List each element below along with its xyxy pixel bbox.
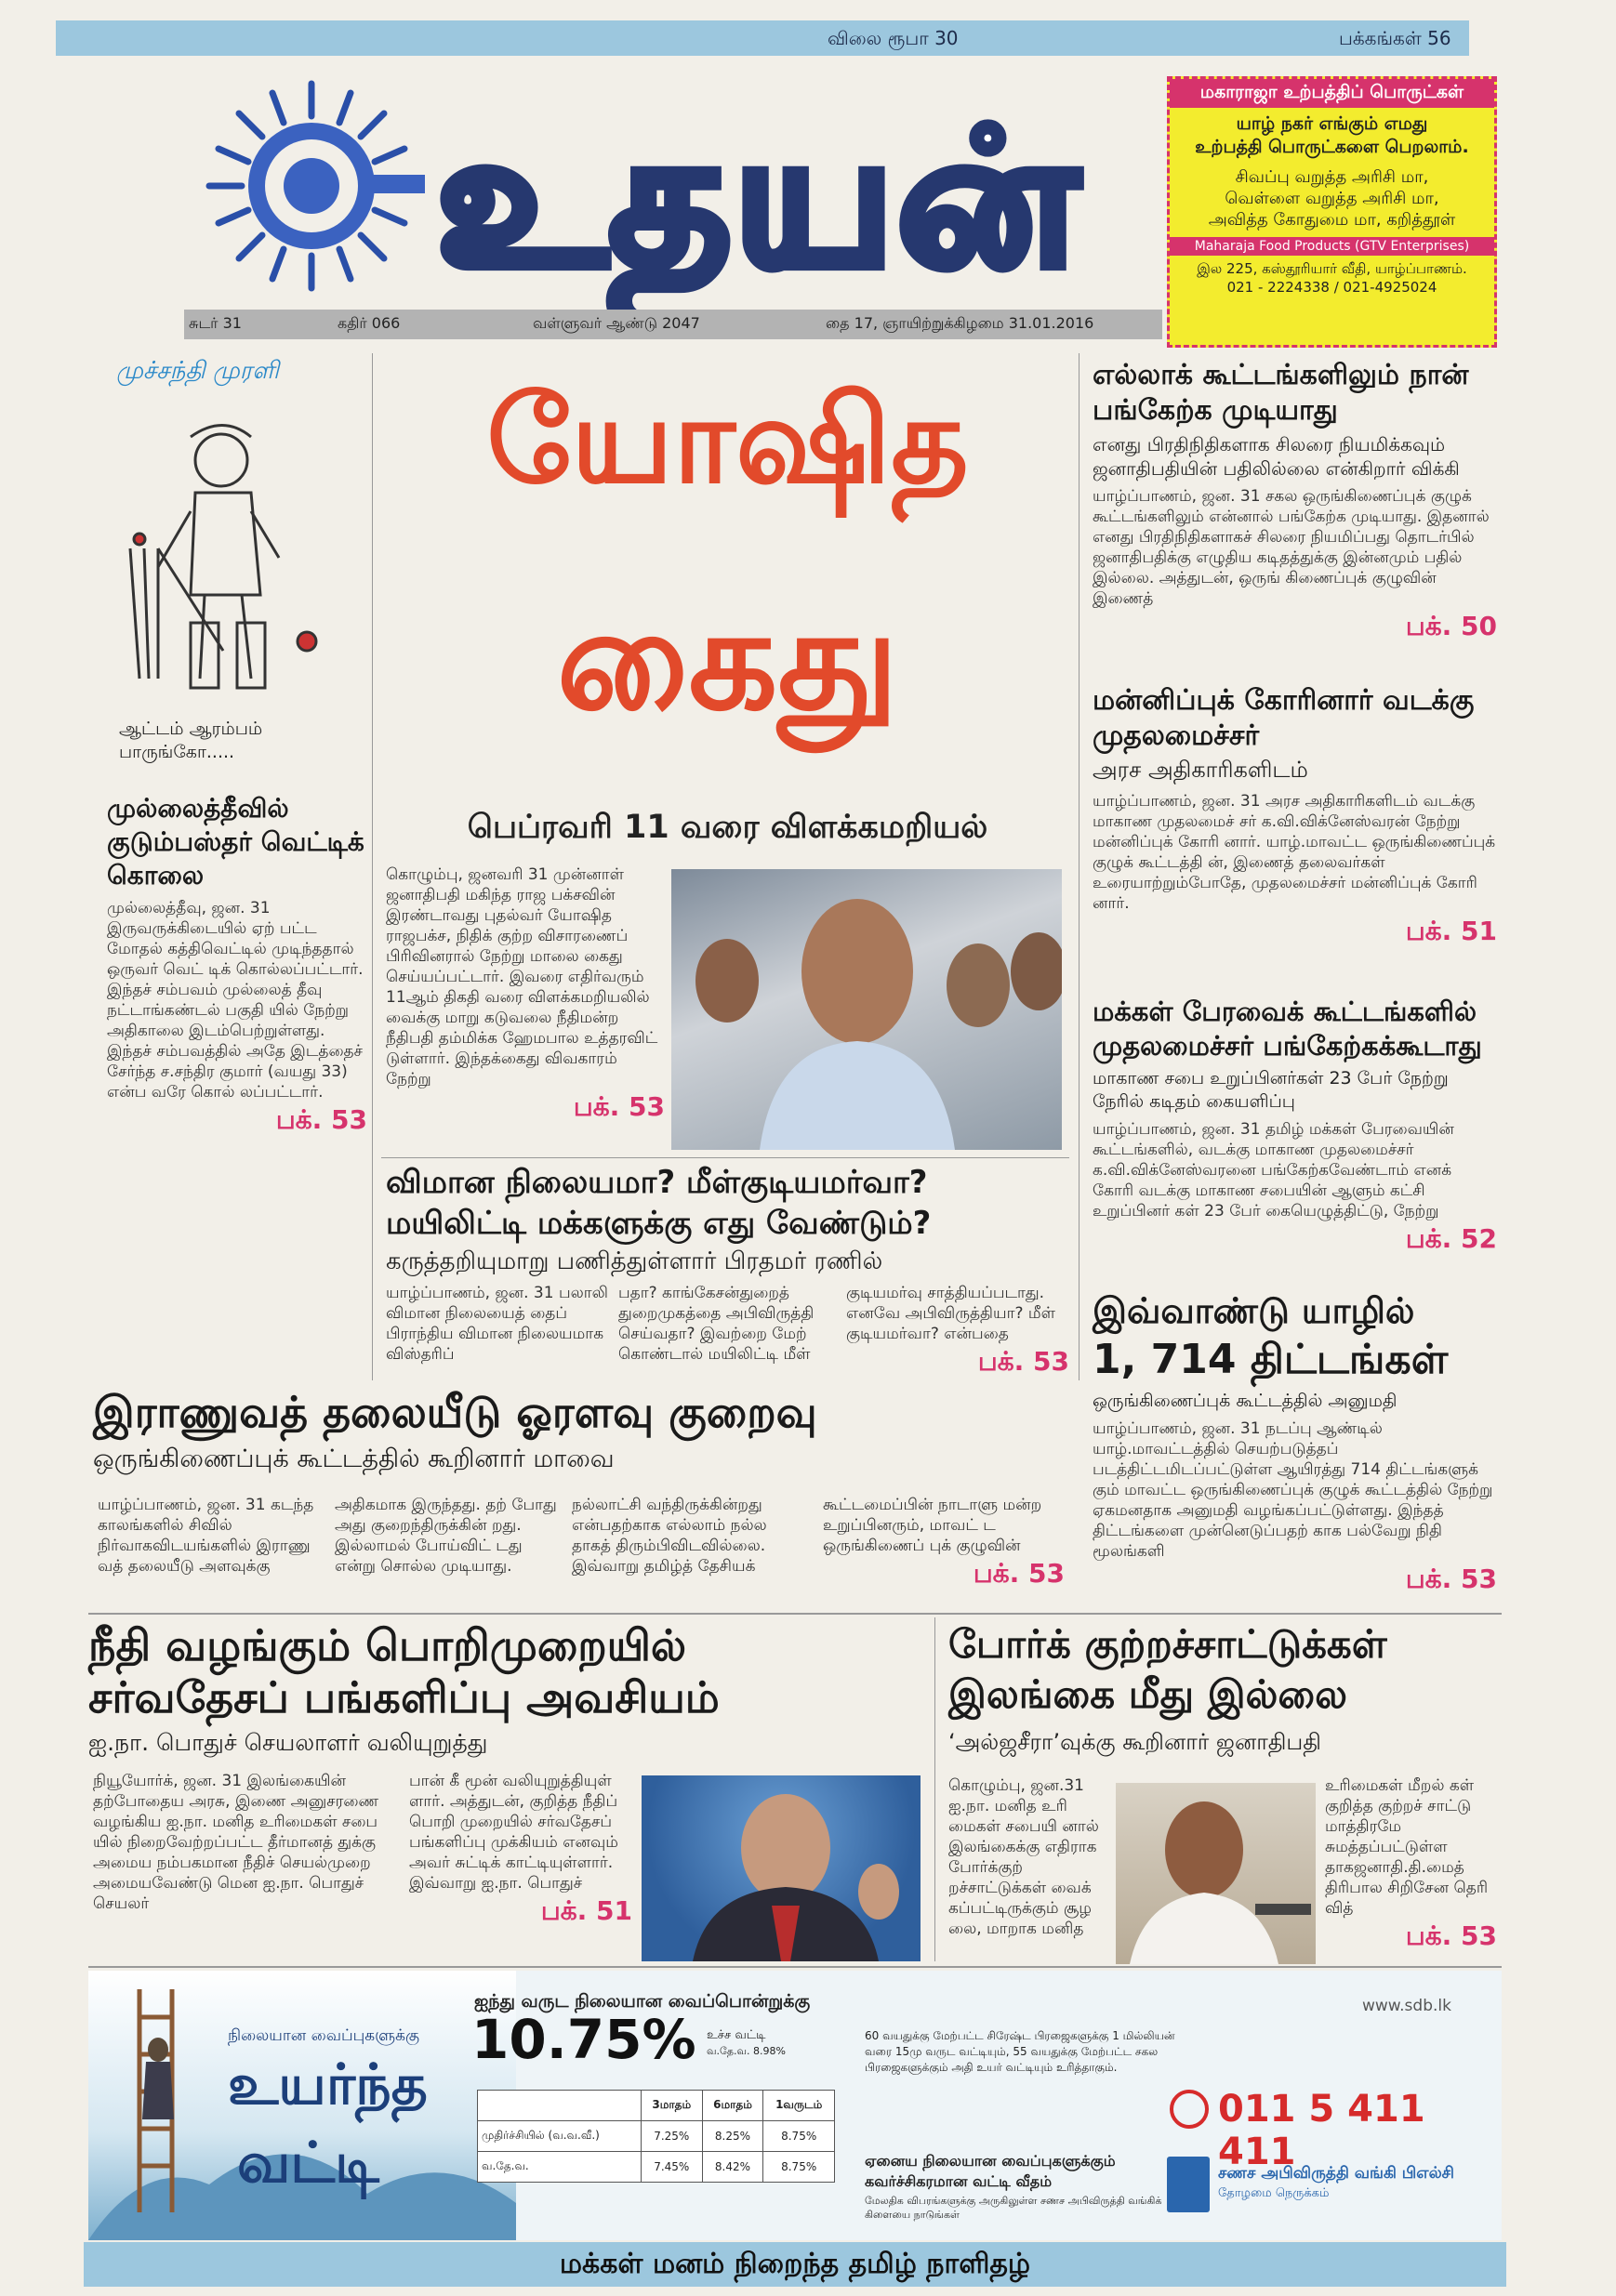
ad-line: வெள்ளை வறுத்த அரிசி மா, [1225,189,1439,208]
army-deck: ஒருங்கிணைப்புக் கூட்டத்தில் கூறினார் மாவை [93,1445,615,1473]
mayiliddy-title-line2: மயிலிட்டி மக்களுக்கு எது வேண்டும்? [386,1205,932,1242]
volume: சுடர் 31 [189,314,242,332]
war-col2 [1325,1775,1497,1955]
army-col4 [823,1495,1065,1592]
president-photo [1116,1783,1316,1964]
ad-line: யாழ் நகர் எங்கும் எமது [1236,113,1428,134]
right-story-2-title: மன்னிப்புக் கோரினார் வடக்கு முதலமைச்சர் [1093,684,1475,752]
justice-title-line2: சர்வதேசப் பங்களிப்பு அவசியம் [88,1672,720,1722]
ad-brand: Maharaja Food Products (GTV Enterprises) [1170,237,1494,256]
war-col2-text: உரிமைகள் மீறல் கள் குறித்த குற்றச் சாட்டு மாத்திரமே சுமத்தப்பட்டுள்ள தாகஜனாதி.தி.மைத் திரிபால சிறிசேன தெரி வித் [1325,1776,1489,1918]
right-story-4 [1093,1287,1497,1598]
right-story-4-title-line2: 1, 714 திட்டங்கள் [1093,1336,1449,1383]
rate-table-cell: 8.75% [763,2121,835,2152]
date: தை 17, ஞாயிற்றுக்கிழமை 31.01.2016 [826,314,1094,332]
right-story-3 [1093,995,1497,1258]
bank-logo-icon [1167,2157,1210,2212]
army-page-ref: பக். 53 [973,1558,1065,1589]
right-story-2-page-ref: பக். 51 [1405,916,1497,946]
yoshitha-photo [671,869,1062,1150]
bank-subline: தோழமை நெருக்கம் [1218,2186,1330,2200]
cartoon-caption-line: ஆட்டம் ஆரம்பம் [119,719,263,739]
pages-label: பக்கங்கள் 56 [1339,27,1451,49]
ad-big-line1: உயர்ந்த [228,2052,428,2118]
war-title-line1: போர்க் குற்றச்சாட்டுக்கள் [948,1621,1387,1667]
ad-line: அவித்த கோதுமை மா, கறித்தூள் [1208,210,1456,230]
main-headline-line1: யோஷித [486,372,969,510]
mayiliddy-col1: யாழ்ப்பாணம், ஜன. 31 பலாலி விமான நிலையைத் தைப் பிராந்திய விமான நிலையமாக விஸ்தரிப் [386,1284,608,1364]
bank-name: சணச அபிவிருத்தி வங்கி பிஎல்சி [1218,2164,1454,2183]
mayiliddy-col2: பதா? காங்கேசன்துறைத் துறைமுகத்தை அபிவிருத்தி செய்வதா? இவற்றை மேற் கொண்டால் மயிலிட்டி மீள் [618,1284,815,1364]
justice-col1: நியூயோர்க், ஜன. 31 இலங்கையின் தற்போதைய அரசு, இணை அனுசரணை வழங்கிய ஐ.நா. மனித உரிமைகள் சபை யில் நிறைவேற்றப்பட்ட தீர்மானத் துக்கு அமைய நம்பகமான நீதிச் செயல்முறை அமையவேண்டு மென ஐ.நா. பொதுச் செயலர் [93,1772,379,1913]
left-story-title: முல்லைத்தீவில் குடும்பஸ்தர் வெட்டிக் கொலை [107,793,364,891]
issue: கதிர் 066 [338,314,401,332]
masthead-title: உதயன் [437,91,1082,308]
tamil-year: வள்ளுவர் ஆண்டு 2047 [533,314,700,332]
army-col4-text: கூட்டமைப்பின் நாடாளு மன்ற உறுப்பினரும், மாவட் ட ஒருங்கிணைப் புக் குழுவின் [823,1496,1042,1555]
right-story-1-title: எல்லாக் கூட்டங்களிலும் நான் பங்கேற்க முடியாது [1093,359,1469,427]
ad-line: சிவப்பு வறுத்த அரிசி மா, [1235,167,1429,187]
rate-table-cell: 8.42% [702,2152,763,2183]
war-col1: கொழும்பு, ஜன.31 ஐ.நா. மனித உரி மைகள் சபையி னால் இலங்கைக்கு எதிராக போர்க்குற் றச்சாட்டுக்கள் வைக் கப்பட்டிருக்கும் சூழ லை, மாறாக மனித [948,1776,1099,1938]
ad-website: www.sdb.lk [1362,1997,1451,2015]
mayiliddy-deck: கருத்தறியுமாறு பணித்துள்ளார் பிரதமர் ரணில் [386,1247,883,1275]
right-story-3-deck: மாகாண சபை உறுப்பினர்கள் 23 பேர் நேற்று நேரில் கடிதம் கையளிப்பு [1093,1068,1449,1112]
bank-ad [88,1971,1502,2240]
ad-rate-sub: வ.தே.வ. 8.98% [707,2045,786,2057]
ad-head: ஐந்து வருட நிலையான வைப்பொன்றுக்கு [474,1991,811,2012]
main-headline-line2: கைது [556,579,899,741]
ad-note: 60 வயதுக்கு மேற்பட்ட சிரேஷ்ட பிரஜைகளுக்கு 1 மில்லியன் வரை 15மு வருட வட்டியும், 55 வயதுக்கு மேற்பட்ட சகல பிரஜைகளுக்கும் அதி உயர் வட்டியும் உரித்தாகும். [865,2029,1175,2074]
justice-title-line1: நீதி வழங்கும் பொறிமுறையில் [88,1620,687,1670]
rate-table-header: 6மாதம் [702,2091,763,2121]
section-rule [381,1157,1069,1158]
right-story-4-title-line1: இவ்வாண்டு யாழில் [1093,1290,1415,1331]
right-story-2 [1093,683,1497,950]
justice-page-ref: பக். 51 [540,1895,632,1926]
army-col2: அதிகமாக இருந்தது. தற் போது அது குறைந்திருக்கின் றது. இல்லாமல் போய்விட் டது என்று சொல்ல முடியாது. [335,1496,557,1576]
footer-tagline: மக்கள் மனம் நிறைந்த தமிழ் நாளிதழ் [559,2248,1031,2280]
war-deck: ‘அல்ஜசீரா’வுக்கு கூறினார் ஜனாதிபதி [948,1729,1321,1755]
right-story-4-page-ref: பக். 53 [1405,1564,1497,1594]
ad-other-sub: மேலதிக விபரங்களுக்கு அருகிலுள்ள சணச அபிவிருத்தி வங்கிக் கிளையை நாடுங்கள் [865,2195,1162,2221]
justice-col2-text: பான் கீ மூன் வலியுறுத்தியுள் ளார். அத்துடன், குறித்த நீதிப் பொறி முறையில் சர்வதேசப் பங்களிப்பு முக்கியம் எனவும் அவர் சுட்டிக் காட்டியுள்ளார். இவ்வாறு ஐ.நா. பொதுச் [409,1772,618,1893]
right-story-1-deck: எனது பிரதிநிதிகளாக சிலரை நியமிக்கவும் ஜனாதிபதியின் பதிலில்லை என்கிறார் விக்கி [1093,433,1460,480]
right-story-3-page-ref: பக். 52 [1405,1223,1497,1254]
mayiliddy-col3-text: குடியமர்வு சாத்தியப்படாது. எனவே அபிவிருத்தியா? மீள் குடியமர்வா? என்பதை [846,1284,1055,1343]
justice-deck: ஐ.நா. பொதுச் செயலாளர் வலியுறுத்து [88,1729,488,1756]
left-story-page-ref: பக். 53 [275,1104,367,1135]
war-page-ref: பக். 53 [1405,1920,1497,1951]
section-rule [88,1966,1502,1968]
cartoon-caption [119,718,262,764]
rate-table-header: 3மாதம் [641,2091,702,2121]
rate-table-cell: 8.75% [763,2152,835,2183]
price-label: விலை ரூபா 30 [828,27,959,49]
main-subhead: பெப்ரவரி 11 வரை விளக்கமறியல் [467,809,988,846]
ad-other-head1: ஏனைய நிலையான வைப்புகளுக்கும் [865,2152,1116,2170]
ad-phone: 011 5 411 411 [1218,2088,1425,2173]
cartoon-caption-line: பாருங்கோ..... [119,742,235,762]
justice-story [88,1619,930,1760]
phone-icon [1170,2090,1209,2129]
ad-tag: நிலையான வைப்புகளுக்கு [228,2026,419,2045]
army-col1: யாழ்ப்பாணம், ஜன. 31 கடந்த காலங்களில் சிவில் நிர்வாகவிடயங்களில் இராணு வத் தலையீடு அளவுக்கு [98,1496,314,1576]
right-story-3-body: யாழ்ப்பாணம், ஜன. 31 தமிழ் மக்கள் பேரவையின் கூட்டங்களில், வடக்கு மாகாண முதலமைச்சர் க.வி.விக்னேஸ்வரனை பங்கேற்கவேண்டாம் எனக் கோரி வடக்கு மாகாண சபையின் ஆளும் கட்சி உறுப்பினர் கள் 23 பேர் கையெழுத்திட்டு, நேற்று [1093,1120,1454,1221]
main-story-page-ref: பக். 53 [573,1091,665,1122]
right-story-1 [1093,358,1497,645]
rate-table-cell: வ.தே.வ. [478,2152,642,2183]
ad-other-head2: கவர்ச்சிகரமான வட்டி வீதம் [865,2172,1053,2190]
left-story [107,792,367,1139]
right-story-4-deck: ஒருங்கிணைப்புக் கூட்டத்தில் அனுமதி [1093,1391,1397,1411]
ad-line: உற்பத்தி பொருட்களை பெறலாம். [1195,137,1469,157]
ad-maharaja [1167,76,1497,348]
ad-big-line2: வட்டி [237,2131,379,2196]
right-story-1-page-ref: பக். 50 [1405,611,1497,641]
rate-table-cell: 8.25% [702,2121,763,2152]
rate-table-cell: முதிர்ச்சியில் (வ.வ.வீ.) [478,2121,642,2152]
top-bar [56,20,1469,56]
main-story-text: கொழும்பு, ஜனவரி 31 முன்னாள் ஜனாதிபதி மகிந்த ராஜ பக்சவின் இரண்டாவது புதல்வர் யோஷித ராஜபக்ச, நிதிக் குற்ற விசாரணைப் பிரிவினரால் நேற்று மாலை கைது செய்யப்பட்டார். இவரை எதிர்வரும் 11ஆம் திகதி வரை விளக்கமறியலில் வைக்கு மாறு கடுவலை நீதிமன்ற நீதிபதி தம்மிக்க ஹேமபால உத்தரவிட் டுள்ளார். இந்தக்கைது விவகாரம் நேற்று [386,865,658,1089]
ad-header: மகாராஜா உற்பத்திப் பொருட்கள் [1170,79,1494,108]
mayiliddy-page-ref: பக். 53 [977,1346,1069,1377]
right-story-2-body: யாழ்ப்பாணம், ஜன. 31 அரச அதிகாரிகளிடம் வடக்கு மாகாண முதலமைச் சர் க.வி.விக்னேஸ்வரன் நேற்று மன்னிப்புக் கோரி னார். யாழ்.மாவட்ட ஒருங்கிணைப்புக் குழுக் கூட்டத்தி ன், இணைத் தலைவர்கள் உரையாற்றும்போதே, முதலமைச்சர் மன்னிப்புக் கோரி னார். [1093,792,1496,913]
ad-phone: 021 - 2224338 / 021-4925024 [1226,279,1437,296]
column-rule [934,1617,935,1961]
rate-table-header [478,2091,642,2121]
sun-logo [181,65,442,307]
footer-bar [84,2242,1506,2287]
cartoon-header: முச்சந்தி முரளி [116,357,279,385]
right-story-3-title: மக்கள் பேரவைக் கூட்டங்களில் முதலமைச்சர் பங்கேற்கக்கூடாது [1093,996,1482,1062]
war-story [948,1619,1497,1758]
left-story-body: முல்லைத்தீவு, ஜன. 31 இருவருக்கிடையில் ஏற் பட்ட மோதல் கத்திவெட்டில் முடிந்ததால் ஒருவர் வெட் டிக் கொல்லப்பட்டார். இந்தச் சம்பவம் முல்லைத் தீவு நட்டாங்கண்டல் பகுதி யில் நேற்று அதிகாலை இடம்பெற்றுள்ளது. இந்தச் சம்பவத்தில் அதே இடத்தைச் சேர்ந்த ச.சந்திர குமார் (வயது 33) என்ப வரே கொல் லப்பட்டார். [107,899,364,1102]
rate-table-cell: 7.45% [641,2152,702,2183]
war-title-line2: இலங்கை மீது இல்லை [948,1671,1348,1717]
right-story-1-body: யாழ்ப்பாணம், ஜன. 31 சகல ஒருங்கிணைப்புக் குழுக் கூட்டங்களிலும் என்னால் பங்கேற்க முடியாது. இதனால் எனது பிரதிநிதிகளாகச் சிலரை நியமிப்பது தொடர்பில் ஜனாதிபதிக்கு எழுதிய கடிதத்துக்கு இன்னமும் பதில் இல்லை. அத்துடன், ஒருங் கிணைப்புக் குழுவின் இணைத் [1093,487,1490,608]
ad-rate: 10.75% [471,2008,696,2071]
main-story-body [386,864,665,1126]
ad-rate-table [477,2090,835,2183]
army-col3: நல்லாட்சி வந்திருக்கின்றது என்பதற்காக எல்லாம் நல்ல தாகத் திரும்பிவிடவில்லை. இவ்வாறு தமிழ்த் தேசியக் [572,1496,767,1576]
right-story-4-body: யாழ்ப்பாணம், ஜன. 31 நடப்பு ஆண்டில் யாழ்.மாவட்டத்தில் செயற்படுத்தப் படத்திட்டமிடப்பட்டுள்ள ஆயிரத்து 714 திட்டங்களுக் கும் மாவட்ட ஒருங்கிணைப்புக் குழுக் கூட்டத்தில் நேற்று ஏகமனதாக அனுமதி வழங்கப்பட்டுள்ளது. இந்தத் திட்டங்களை முன்னெடுப்பதற் காக பல்வேறு நிதி மூலங்களி [1093,1419,1493,1561]
column-rule [1079,353,1080,1380]
mayiliddy-story [386,1162,1074,1278]
mayiliddy-title-line1: விமான நிலையமா? மீள்குடியமர்வா? [386,1164,928,1201]
cartoon-drawing [121,409,353,716]
right-story-2-deck: அரச அதிகாரிகளிடம் [1093,757,1308,783]
info-strip [184,310,1162,339]
section-rule [88,1613,1502,1615]
rate-table-header: 1வருடம் [763,2091,835,2121]
army-title: இராணுவத் தலையீடு ஓரளவு குறைவு [93,1387,817,1437]
army-story [93,1385,1079,1477]
justice-col2 [409,1771,632,1930]
mayiliddy-col3 [846,1283,1069,1380]
ad-rate-label: உச்ச வட்டி [707,2028,766,2042]
rate-table [477,2090,835,2183]
rate-table-cell: 7.25% [641,2121,702,2152]
column-rule [372,353,373,1380]
ban-ki-moon-photo [642,1775,921,1961]
ad-address: இல 225, கஸ்தூரியார் வீதி, யாழ்ப்பாணம். [1197,260,1467,277]
